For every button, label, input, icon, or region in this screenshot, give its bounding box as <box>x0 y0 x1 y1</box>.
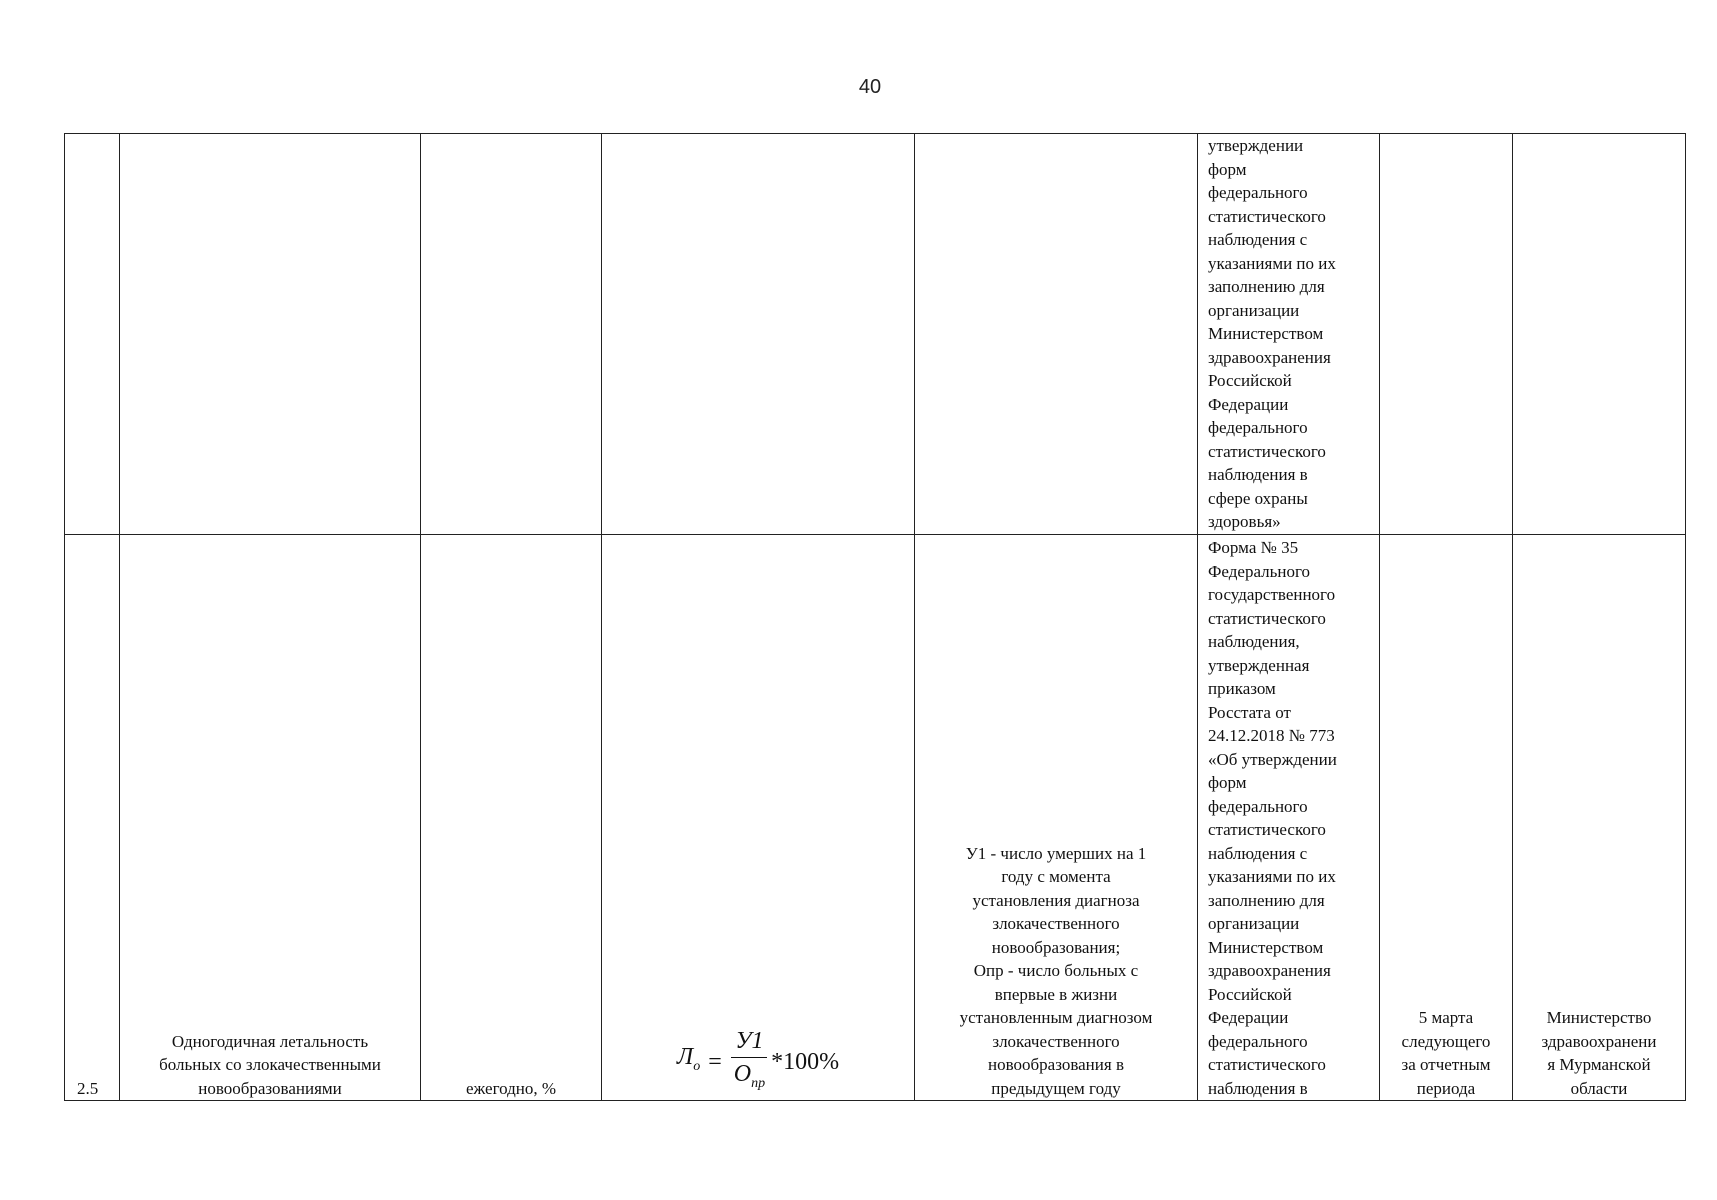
deadline: 5 марта следующего за отчетным периода <box>1401 1008 1491 1098</box>
table-row-2-5 <box>65 535 1686 1101</box>
formula-fraction <box>730 1027 769 1098</box>
source-text: Форма № 35 Федерального государственного статистического наблюдения, утвержденная приказом Росстата от 24.12.2018 № 773 «Об утверждении форм федерального статистического наблюдения с указаниями по их заполнению для организации Министерством здравоохранения Российской Федерации федерального статистического наблюдения в <box>1208 538 1337 1098</box>
cell-number <box>65 535 120 1101</box>
cell-source <box>1198 134 1380 535</box>
cell-variables <box>915 134 1198 535</box>
formula-equals: = <box>708 1048 722 1075</box>
responsible: Министерство здравоохранени я Мурманской области <box>1541 1008 1657 1098</box>
cell-formula <box>602 535 915 1101</box>
indicator-name: Одногодичная летальность больных со злокачественными новообразованиями <box>159 1031 381 1098</box>
periodicity: ежегодно, % <box>465 1078 557 1098</box>
formula-denominator: $О_{пр}$ <box>733 1061 766 1091</box>
cell-responsible <box>1513 134 1686 535</box>
cell-deadline <box>1380 535 1513 1101</box>
indicator-table <box>64 133 1686 1101</box>
mortality-formula <box>602 1027 914 1100</box>
cell-responsible <box>1513 535 1686 1101</box>
cell-formula <box>602 134 915 535</box>
formula-multiplier: *100% <box>771 1048 840 1075</box>
cell-variables <box>915 535 1198 1101</box>
cell-periodicity <box>421 535 602 1101</box>
cell-periodicity <box>421 134 602 535</box>
formula-lhs: $Л_о$ <box>676 1044 701 1075</box>
cell-indicator-name <box>120 535 421 1101</box>
variables-description: У1 - число умерших на 1 году с момента установления диагноза злокачественного новообразования; Опр - число больных с впервые в жизни установленным диагнозом злокачественного новообразования в предыдущем году <box>959 843 1153 1098</box>
source-text-continued: утверждении форм федерального статистического наблюдения с указаниями по их заполнению для организации Министерством здравоохранения Российской Федерации федерального статистического наблюдения в сфере охраны здоровья» <box>1208 136 1336 531</box>
table-row-continuation <box>65 134 1686 535</box>
cell-deadline <box>1380 134 1513 535</box>
cell-source <box>1198 535 1380 1101</box>
formula-numerator: У1 <box>731 1027 767 1058</box>
cell-indicator-name <box>120 134 421 535</box>
cell-number <box>65 134 120 535</box>
page-number: 40 <box>858 76 882 98</box>
row-number: 2.5 <box>77 1078 99 1098</box>
